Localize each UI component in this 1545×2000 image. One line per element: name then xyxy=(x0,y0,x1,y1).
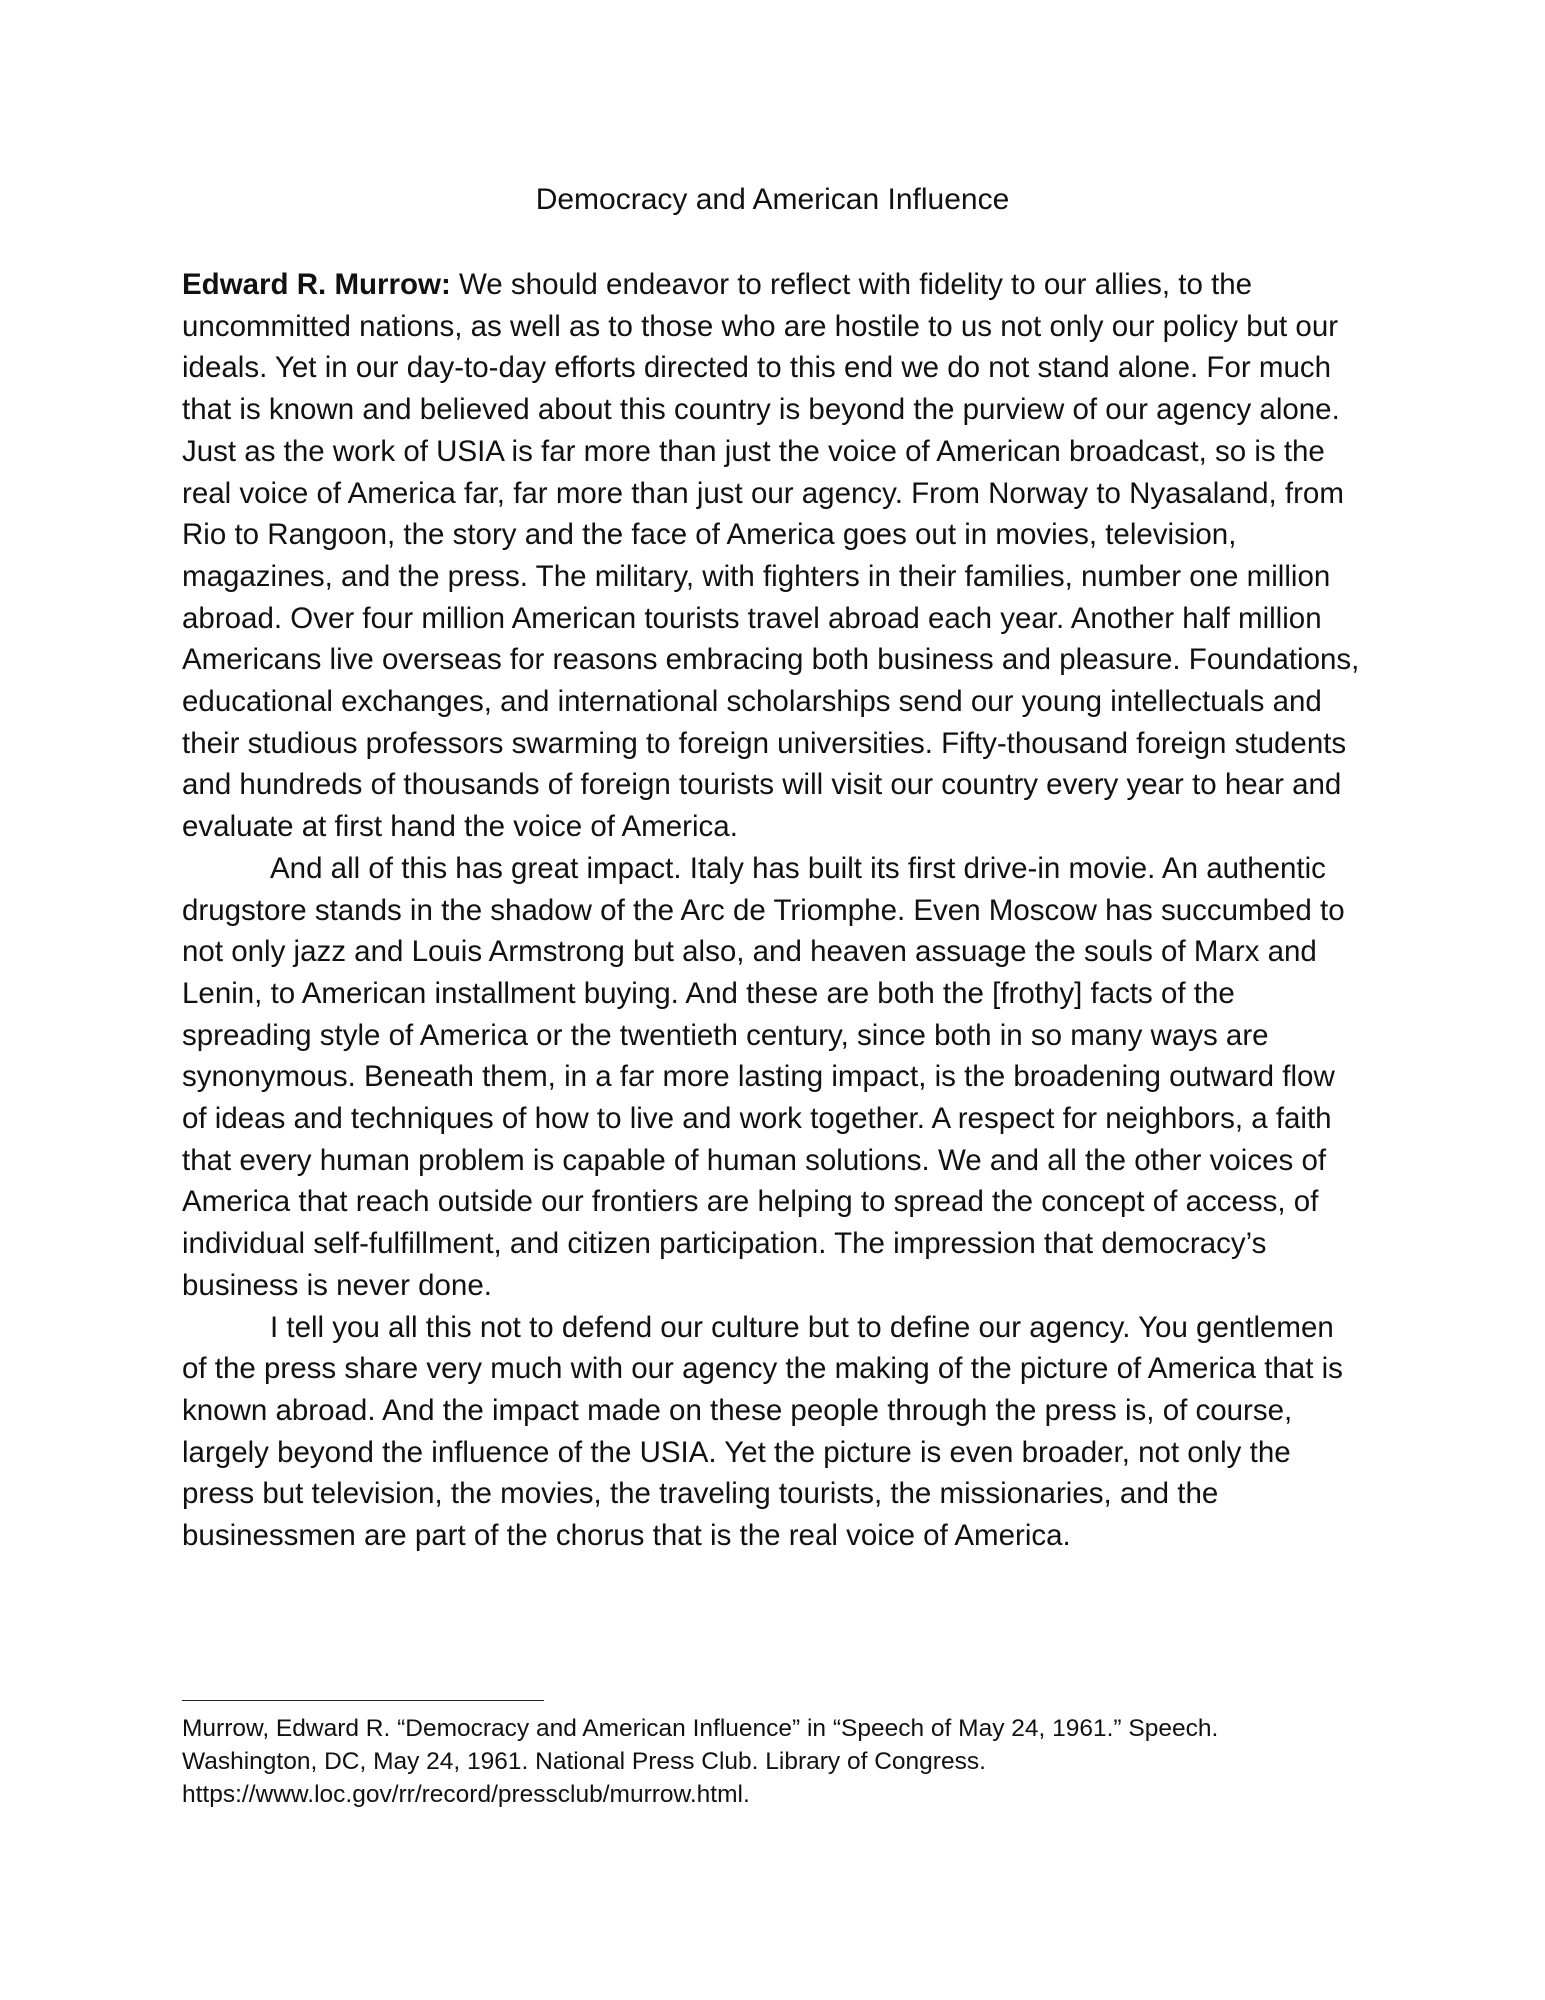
speaker-label: Edward R. Murrow: xyxy=(182,268,451,301)
citation-line-1: Murrow, Edward R. “Democracy and American Influence” in “Speech of May 24, 1961.” Speech. xyxy=(182,1715,1219,1742)
footnote-divider xyxy=(182,1700,544,1701)
speech-text xyxy=(182,264,1362,1557)
paragraph-3: I tell you all this not to defend our culture but to define our agency. You gentlemen of the press share very much with our agency the making of the picture of America that is known abroad. And the impact made on these people through the press is, of course, largely beyond the influence of the USIA. Yet the picture is even broader, not only the press but television, the movies, the traveling tourists, the missionaries, and the businessmen are part of the chorus that is the real voice of America. xyxy=(182,1310,1343,1553)
paragraph-1-text: We should endeavor to reflect with fidelity to our allies, to the uncommitted nations, as well as to those who are hostile to us not only our policy but our ideals. Yet in our day-to-day efforts directed to this end we do not stand alone. For much that is known and believed about this country is beyond the purview of our agency alone. Just as the work of USIA is far more than just the voice of American broadcast, so is the real voice of America far, far more than just our agency. From Norway to Nyasaland, from Rio to Rangoon, the story and the face of America goes out in movies, television, magazines, and the press. The military, with fighters in their families, number one million abroad. Over four million American tourists travel abroad each year. Another half million Americans live overseas for reasons embracing both business and pleasure. Foundations, educational exchanges, and international scholarships send our young intellectuals and their studious professors swarming to foreign universities. Fifty-thousand foreign students and hundreds of thousands of foreign tourists will visit our country every year to hear and evaluate at first hand the voice of America. xyxy=(182,268,1360,844)
document-title: Democracy and American Influence xyxy=(535,183,1010,216)
paragraph-2: And all of this has great impact. Italy has built its first drive-in movie. An authentic drugstore stands in the shadow of the Arc de Triomphe. Even Moscow has succumbed to not only jazz and Louis Armstrong but also, and heaven assuage the souls of Marx and Lenin, to American installment buying. And these are both the [frothy] facts of the spreading style of America or the twentieth century, since both in so many ways are synonymous. Beneath them, in a far more lasting impact, is the broadening outward flow of ideas and techniques of how to live and work together. A respect for neighbors, a faith that every human problem is capable of human solutions. We and all the other voices of America that reach outside our frontiers are helping to spread the concept of access, of individual self-fulfillment, and citizen participation. The impression that democracy’s business is never done. xyxy=(182,851,1345,1302)
footnote-citation xyxy=(182,1712,1382,1811)
paragraph-1 xyxy=(182,264,1362,848)
citation-line-2: Washington, DC, May 24, 1961. National Press Club. Library of Congress. xyxy=(182,1748,986,1775)
citation-url: https://www.loc.gov/rr/record/pressclub/murrow.html. xyxy=(182,1781,750,1808)
